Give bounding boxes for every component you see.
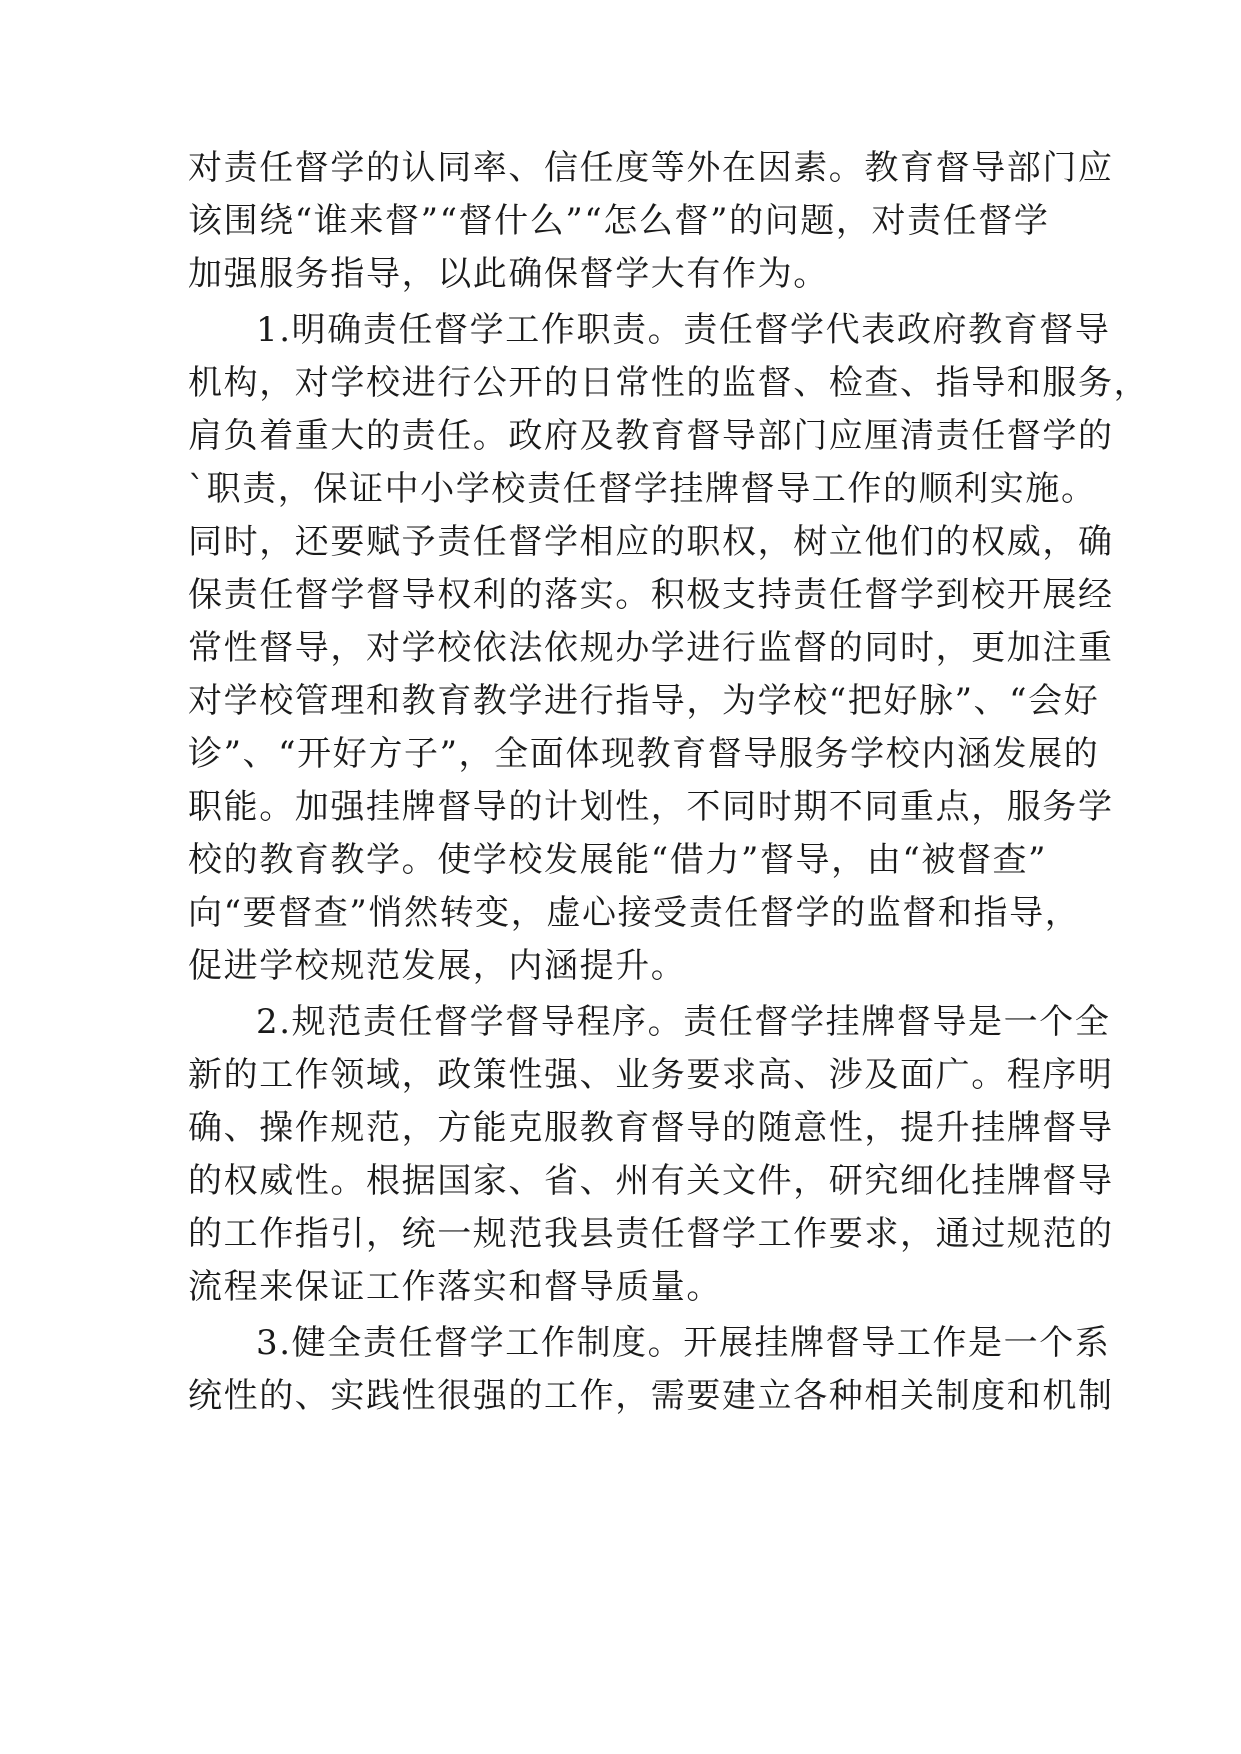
text-line: 的工作指引，统一规范我县责任督学工作要求，通过规范的 (188, 1214, 1114, 1254)
text-line: 常性督导，对学校依法依规办学进行监督的同时，更加注重 (188, 628, 1114, 668)
text-line: 同时，还要赋予责任督学相应的职权，树立他们的权威，确 (188, 522, 1114, 562)
text-line: 机构，对学校进行公开的日常性的监督、检查、指导和服务， (188, 363, 1150, 403)
text-line: 保责任督学督导权利的落实。积极支持责任督学到校开展经 (188, 575, 1114, 615)
text-line: 诊”、“开好方子”，全面体现教育督导服务学校内涵发展的 (188, 734, 1100, 774)
text-line: 的权威性。根据国家、省、州有关文件，研究细化挂牌督导 (188, 1161, 1114, 1201)
paragraph-1-heading-line: 1.明确责任督学工作职责。责任督学代表政府教育督导 (256, 310, 1111, 350)
text-line: 肩负着重大的责任。政府及教育督导部门应厘清责任督学的 (188, 416, 1114, 456)
text-line: 对责任督学的认同率、信任度等外在因素。教育督导部门应 (188, 148, 1114, 188)
text-line: 校的教育教学。使学校发展能“借力”督导，由“被督查” (188, 840, 1048, 880)
paragraph-3-heading-line: 3.健全责任督学工作制度。开展挂牌督导工作是一个系 (256, 1323, 1111, 1363)
text-line: 促进学校规范发展，内涵提升。 (188, 946, 687, 986)
paragraph-2-heading-line: 2.规范责任督学督导程序。责任督学挂牌督导是一个全 (256, 1002, 1111, 1042)
text-line: 职能。加强挂牌督导的计划性，不同时期不同重点，服务学 (188, 787, 1114, 827)
text-line: 确、操作规范，方能克服教育督导的随意性，提升挂牌督导 (188, 1108, 1114, 1148)
text-line: 统性的、实践性很强的工作，需要建立各种相关制度和机制 (188, 1376, 1114, 1416)
text-line: 向“要督查”悄然转变，虚心接受责任督学的监督和指导， (188, 893, 1081, 933)
text-line: 加强服务指导，以此确保督学大有作为。 (188, 254, 829, 294)
text-line: 该围绕“谁来督”“督什么”“怎么督”的问题，对责任督学 (188, 201, 1050, 241)
text-line: 对学校管理和教育教学进行指导，为学校“把好脉”、“会好 (188, 681, 1100, 721)
text-line: 新的工作领域，政策性强、业务要求高、涉及面广。程序明 (188, 1055, 1114, 1095)
text-line: `职责，保证中小学校责任督学挂牌督导工作的顺利实施。 (188, 469, 1097, 509)
text-line: 流程来保证工作落实和督导质量。 (188, 1267, 722, 1307)
